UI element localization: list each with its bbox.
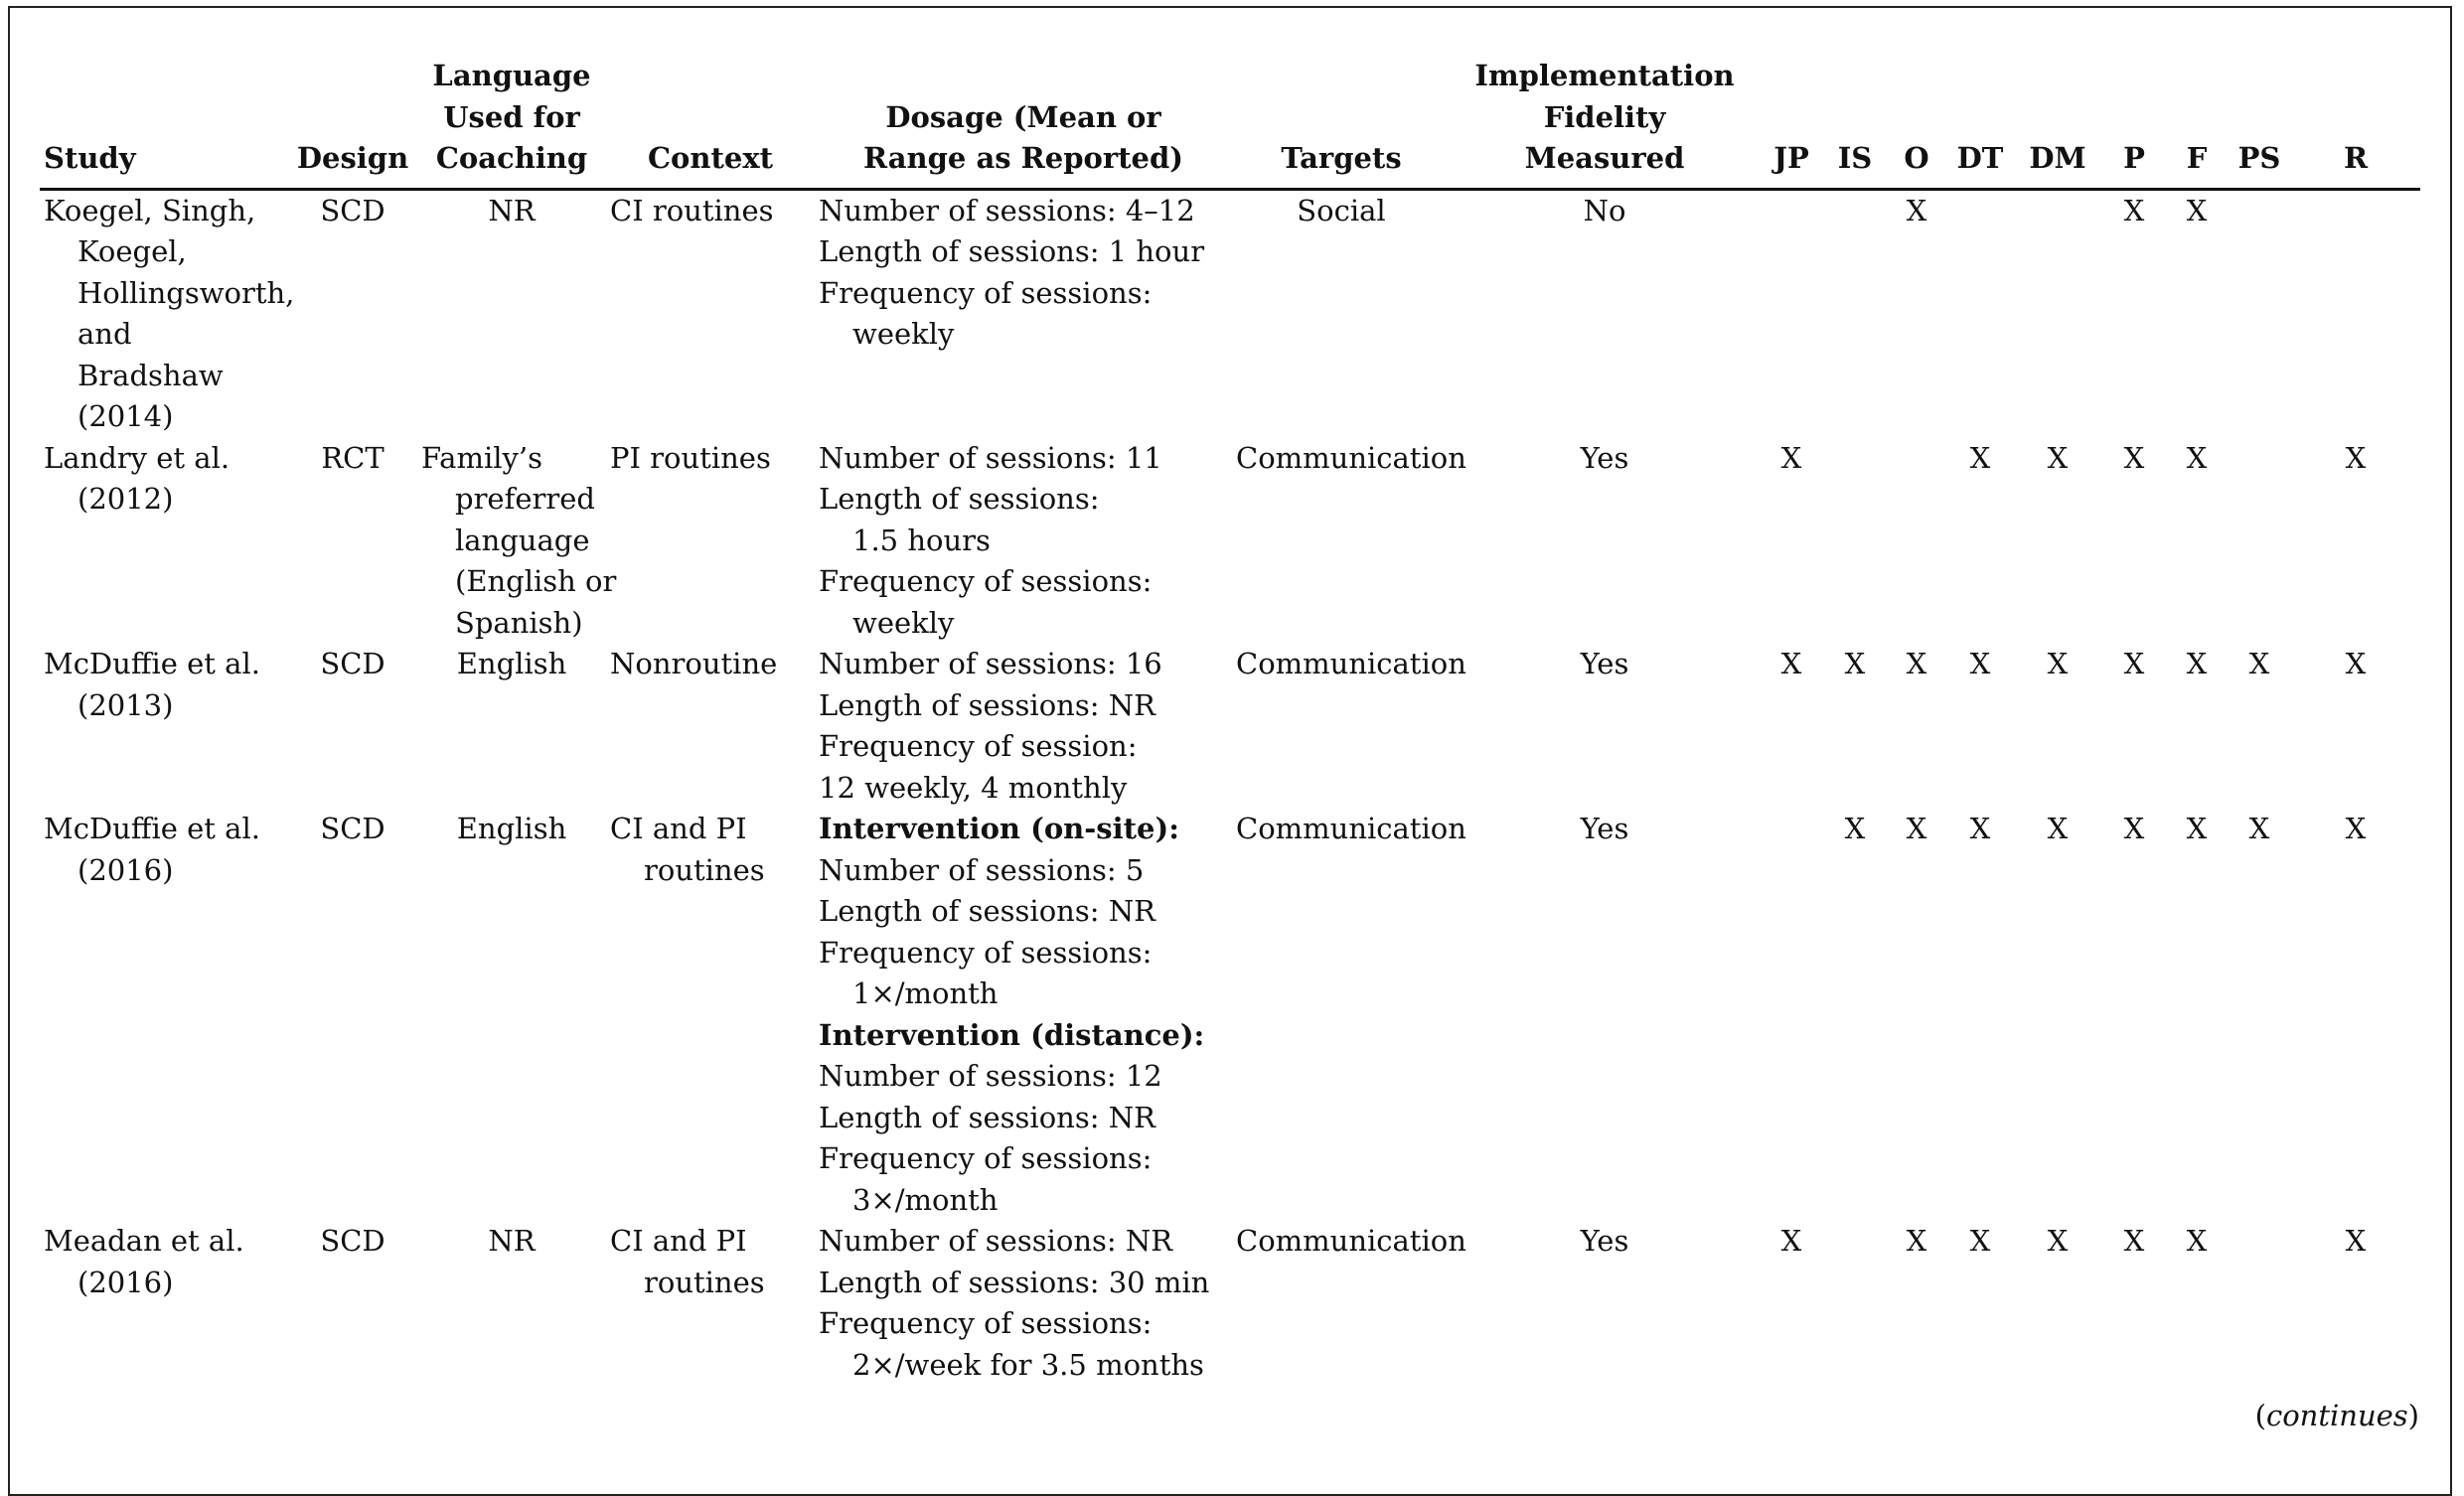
language-line: preferred — [455, 482, 595, 516]
dosage-line: 12 weekly, 4 monthly — [819, 770, 1128, 805]
mark-dt-cell: X — [1969, 1224, 1991, 1258]
study-cell — [40, 644, 288, 809]
mark-f-cell: X — [2186, 812, 2208, 845]
targets-cell: Communication — [1236, 812, 1466, 845]
dosage-line: Length of sessions: NR — [819, 687, 1155, 722]
mark-jp-cell — [1759, 809, 1824, 1221]
mark-dm-cell: X — [2047, 812, 2069, 845]
language-cell — [417, 809, 606, 1221]
header-p: P — [2102, 56, 2166, 189]
study-line: Bradshaw — [77, 358, 224, 392]
language-cell — [417, 438, 617, 645]
context-line: CI and PI — [610, 1224, 747, 1258]
context-line: routines — [644, 852, 765, 887]
study-cell — [40, 438, 288, 645]
fidelity-cell: No — [1583, 193, 1626, 227]
mark-dm-cell: X — [2047, 1224, 2069, 1258]
study-cell — [40, 189, 295, 438]
study-line: McDuffie et al. — [44, 647, 260, 680]
header-f: F — [2166, 56, 2228, 189]
studies-table — [40, 56, 2420, 1386]
targets-cell: Communication — [1236, 440, 1466, 475]
study-line: Koegel, Singh, — [44, 193, 256, 227]
fidelity-cell: Yes — [1580, 440, 1629, 475]
header-is: IS — [1824, 56, 1886, 189]
design-cell: SCD — [320, 812, 385, 845]
mark-ps-cell: X — [2248, 812, 2270, 845]
table-row — [40, 189, 2420, 438]
mark-jp-cell: X — [1780, 647, 1802, 680]
study-line: (2013) — [77, 687, 174, 722]
header-dosage-line: Dosage (Mean or — [885, 99, 1161, 134]
language-line: English — [456, 812, 567, 845]
dosage-line: weekly — [852, 605, 955, 640]
mark-o-cell — [1886, 438, 1947, 645]
design-cell: RCT — [321, 440, 385, 475]
mark-dt-cell: X — [1969, 812, 1991, 845]
dosage-line: 3×/month — [852, 1182, 999, 1217]
mark-p-cell: X — [2123, 1224, 2145, 1258]
study-line: (2016) — [77, 1265, 174, 1299]
dosage-line: Length of sessions: — [819, 482, 1100, 516]
mark-r-cell — [2291, 189, 2420, 438]
dosage-line: 2×/week for 3.5 months — [852, 1347, 1204, 1382]
language-line: NR — [488, 1224, 536, 1258]
header-row — [40, 56, 2420, 189]
header-fidelity-line: Fidelity — [1543, 99, 1666, 134]
dosage-line: Length of sessions: 30 min — [819, 1265, 1210, 1299]
header-language-line: Language — [432, 59, 591, 92]
continues-note: (continues) — [2254, 1399, 2419, 1432]
targets-cell: Communication — [1236, 1224, 1466, 1258]
context-cell — [606, 809, 815, 1221]
context-cell — [606, 438, 815, 645]
dosage-line: Number of sessions: 12 — [819, 1059, 1162, 1093]
mark-jp-cell: X — [1780, 1224, 1802, 1258]
dosage-line: Length of sessions: NR — [819, 894, 1155, 928]
language-line: NR — [488, 193, 536, 227]
mark-f-cell: X — [2186, 647, 2208, 680]
language-cell — [417, 1221, 606, 1386]
dosage-line: Intervention (on-site): — [819, 812, 1179, 845]
mark-dm-cell: X — [2047, 440, 2069, 475]
dosage-line: Frequency of session: — [819, 729, 1138, 763]
context-line: CI and PI — [610, 812, 747, 845]
header-fidelity — [1451, 56, 1759, 189]
dosage-line: 1.5 hours — [852, 523, 991, 557]
mark-is-cell: X — [1844, 812, 1866, 845]
design-cell: SCD — [320, 647, 385, 680]
mark-jp-cell: X — [1780, 440, 1802, 475]
header-r: R — [2291, 56, 2420, 189]
dosage-line: Frequency of sessions: — [819, 935, 1153, 970]
dosage-cell — [815, 809, 1232, 1221]
table-row — [40, 438, 2420, 645]
mark-is-cell: X — [1844, 647, 1866, 680]
dosage-line: weekly — [852, 317, 955, 351]
context-cell — [606, 189, 815, 438]
header-jp: JP — [1759, 56, 1824, 189]
context-cell — [606, 1221, 815, 1386]
context-cell — [606, 644, 815, 809]
design-cell: SCD — [320, 193, 385, 227]
mark-r-cell: X — [2345, 440, 2367, 475]
mark-dm-cell: X — [2047, 647, 2069, 680]
mark-o-cell: X — [1906, 647, 1927, 680]
dosage-line: Length of sessions: NR — [819, 1100, 1155, 1134]
header-language-line: Used for — [443, 99, 580, 134]
header-context: Context — [606, 56, 815, 189]
continues-text: continues — [2265, 1399, 2408, 1432]
study-line: (2016) — [77, 852, 174, 887]
language-line: English — [456, 647, 567, 680]
dosage-line: 1×/month — [852, 976, 999, 1010]
dosage-cell — [815, 644, 1232, 809]
mark-f-cell: X — [2186, 1224, 2208, 1258]
dosage-cell — [815, 189, 1232, 438]
mark-ps-cell — [2228, 189, 2291, 438]
fidelity-cell: Yes — [1580, 812, 1629, 845]
header-dosage-line: Range as Reported) — [863, 141, 1183, 175]
mark-dt-cell — [1947, 189, 2013, 438]
study-line: and — [77, 317, 132, 351]
header-dt: DT — [1947, 56, 2013, 189]
mark-dt-cell: X — [1969, 647, 1991, 680]
language-line: language — [455, 523, 590, 557]
dosage-line: Intervention (distance): — [819, 1017, 1205, 1052]
mark-p-cell: X — [2123, 647, 2145, 680]
language-line: (English or — [455, 564, 617, 598]
header-fidelity-line: Measured — [1524, 141, 1685, 175]
context-line: Nonroutine — [610, 647, 778, 680]
context-line: CI routines — [610, 193, 774, 227]
study-line: (2012) — [77, 482, 174, 516]
header-dm: DM — [2013, 56, 2102, 189]
header-targets: Targets — [1232, 56, 1451, 189]
header-language-line: Coaching — [435, 141, 588, 175]
dosage-line: Number of sessions: NR — [819, 1224, 1173, 1258]
mark-is-cell — [1824, 438, 1886, 645]
mark-p-cell: X — [2123, 440, 2145, 475]
dosage-line: Number of sessions: 11 — [819, 440, 1162, 475]
dosage-line: Frequency of sessions: — [819, 564, 1153, 598]
header-o: O — [1886, 56, 1947, 189]
language-line: Spanish) — [455, 605, 583, 640]
header-design: Design — [288, 56, 417, 189]
mark-r-cell: X — [2345, 647, 2367, 680]
dosage-line: Number of sessions: 4–12 — [819, 193, 1195, 227]
language-cell — [417, 644, 606, 809]
mark-dm-cell — [2013, 189, 2102, 438]
mark-ps-cell: X — [2248, 647, 2270, 680]
study-line: Koegel, — [77, 234, 187, 268]
study-cell — [40, 1221, 288, 1386]
header-dosage — [815, 56, 1232, 189]
mark-is-cell — [1824, 1221, 1886, 1386]
mark-o-cell: X — [1906, 1224, 1927, 1258]
context-line: routines — [644, 1265, 765, 1299]
fidelity-cell: Yes — [1580, 647, 1629, 680]
dosage-line: Frequency of sessions: — [819, 1306, 1153, 1340]
mark-r-cell: X — [2345, 812, 2367, 845]
dosage-cell — [815, 438, 1232, 645]
mark-o-cell: X — [1906, 193, 1927, 227]
mark-p-cell: X — [2123, 193, 2145, 227]
mark-o-cell: X — [1906, 812, 1927, 845]
dosage-cell — [815, 1221, 1232, 1386]
mark-ps-cell — [2228, 438, 2291, 645]
mark-dt-cell: X — [1969, 440, 1991, 475]
design-cell: SCD — [320, 1224, 385, 1258]
study-line: Landry et al. — [44, 440, 231, 475]
mark-ps-cell — [2228, 1221, 2291, 1386]
language-line: Family’s — [421, 440, 542, 475]
mark-is-cell — [1824, 189, 1886, 438]
header-study: Study — [40, 56, 288, 189]
mark-p-cell: X — [2123, 812, 2145, 845]
dosage-line: Length of sessions: 1 hour — [819, 234, 1205, 268]
header-ps: PS — [2228, 56, 2291, 189]
targets-cell: Social — [1297, 193, 1386, 227]
study-line: Hollingsworth, — [77, 275, 295, 310]
context-line: PI routines — [610, 440, 771, 475]
mark-jp-cell — [1759, 189, 1824, 438]
dosage-line: Frequency of sessions: — [819, 275, 1153, 310]
header-language — [417, 56, 606, 189]
table-row — [40, 809, 2420, 1221]
study-line: (2014) — [77, 399, 174, 433]
mark-f-cell: X — [2186, 440, 2208, 475]
table-row — [40, 644, 2420, 809]
mark-f-cell: X — [2186, 193, 2208, 227]
dosage-line: Number of sessions: 16 — [819, 647, 1162, 680]
header-fidelity-line: Implementation — [1474, 59, 1735, 92]
targets-cell: Communication — [1236, 647, 1466, 680]
fidelity-cell: Yes — [1580, 1224, 1629, 1258]
language-cell — [417, 189, 606, 438]
dosage-line: Number of sessions: 5 — [819, 852, 1145, 887]
table-row — [40, 1221, 2420, 1386]
study-line: McDuffie et al. — [44, 812, 260, 845]
study-cell — [40, 809, 288, 1221]
mark-r-cell: X — [2345, 1224, 2367, 1258]
dosage-line: Frequency of sessions: — [819, 1141, 1153, 1175]
study-line: Meadan et al. — [44, 1224, 244, 1258]
